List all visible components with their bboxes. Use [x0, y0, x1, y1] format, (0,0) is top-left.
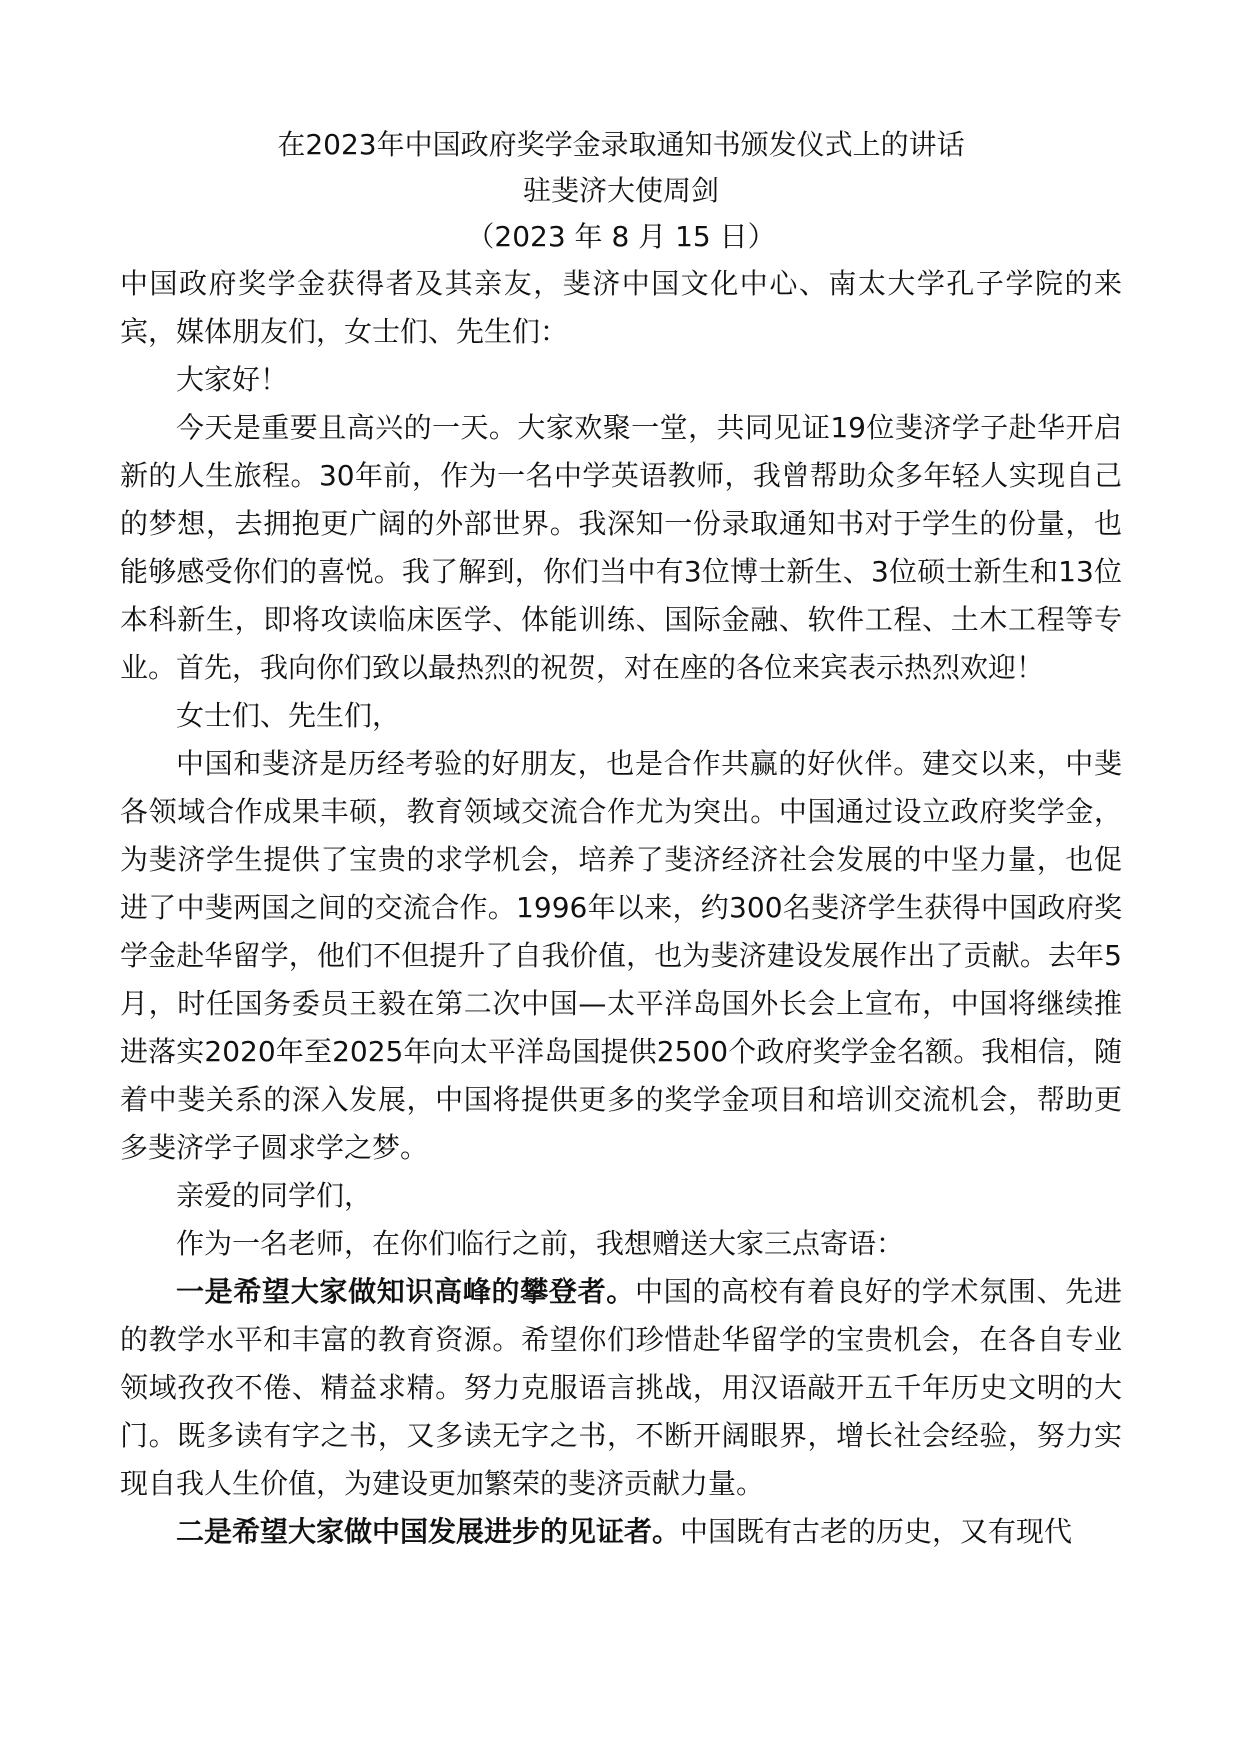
paragraph-4-text: 中国的高校有着良好的学术氛围、先进的教学水平和丰富的教育资源。希望你们珍惜赴华留学的宝贵机会，在各自专业领域孜孜不倦、精益求精。努力克服语言挑战，用汉语敲开五千年历史文明的大门。既多读有字之书，又多读无字之书，不断开阔眼界，增长社会经验，努力实现自我人生价值，为建设更加繁荣的斐济贡献力量。 [120, 1275, 1122, 1500]
body-paragraph-5 [120, 1508, 1122, 1556]
speech-title: 在2023年中国政府奖学金录取通知书颁发仪式上的讲话 [277, 128, 965, 161]
paragraph-4-lead: 一是希望大家做知识高峰的攀登者。 [176, 1275, 635, 1308]
paragraph-5-text: 中国既有古老的历史，又有现代 [680, 1515, 1073, 1548]
paragraph-5-lead: 二是希望大家做中国发展进步的见证者。 [176, 1515, 681, 1548]
body-paragraph-4 [120, 1268, 1122, 1508]
body-paragraph-2: 中国和斐济是历经考验的好朋友，也是合作共赢的好伙伴。建交以来，中斐各领域合作成果丰硕，教育领域交流合作尤为突出。中国通过设立政府奖学金，为斐济学生提供了宝贵的求学机会，培养了斐济经济社会发展的中坚力量，也促进了中斐两国之间的交流合作。1996年以来，约300名斐济学生获得中国政府奖学金赴华留学，他们不但提升了自我价值，也为斐济建设发展作出了贡献。去年5月，时任国务委员王毅在第二次中国—太平洋岛国外长会上宣布，中国将继续推进落实2020年至2025年向太平洋岛国提供2500个政府奖学金名额。我相信，随着中斐关系的深入发展，中国将提供更多的奖学金项目和培训交流机会，帮助更多斐济学子圆求学之梦。 [120, 747, 1122, 1164]
body-paragraph-1: 今天是重要且高兴的一天。大家欢聚一堂，共同见证19位斐济学子赴华开启新的人生旅程。30年前，作为一名中学英语教师，我曾帮助众多年轻人实现自己的梦想，去拥抱更广阔的外部世界。我深知一份录取通知书对于学生的份量，也能够感受你们的喜悦。我了解到，你们当中有3位博士新生、3位硕士新生和13位本科新生，即将攻读临床医学、体能训练、国际金融、软件工程、土木工程等专业。首先，我向你们致以最热烈的祝贺，对在座的各位来宾表示热烈欢迎！ [120, 411, 1122, 684]
speaker-line: 驻斐济大使周剑 [522, 174, 719, 207]
address-paragraph-3: 亲爱的同学们， [176, 1179, 373, 1212]
speech-date: （2023 年 8 月 15 日） [466, 220, 776, 253]
salutation-paragraph: 中国政府奖学金获得者及其亲友，斐济中国文化中心、南太大学孔子学院的来宾，媒体朋友们，女士们、先生们： [120, 267, 1122, 348]
body-paragraph-3: 作为一名老师，在你们临行之前，我想赠送大家三点寄语： [176, 1227, 905, 1260]
address-paragraph-2: 女士们、先生们， [176, 699, 401, 732]
speech-document [120, 122, 1122, 1556]
greeting-paragraph: 大家好！ [176, 363, 289, 396]
